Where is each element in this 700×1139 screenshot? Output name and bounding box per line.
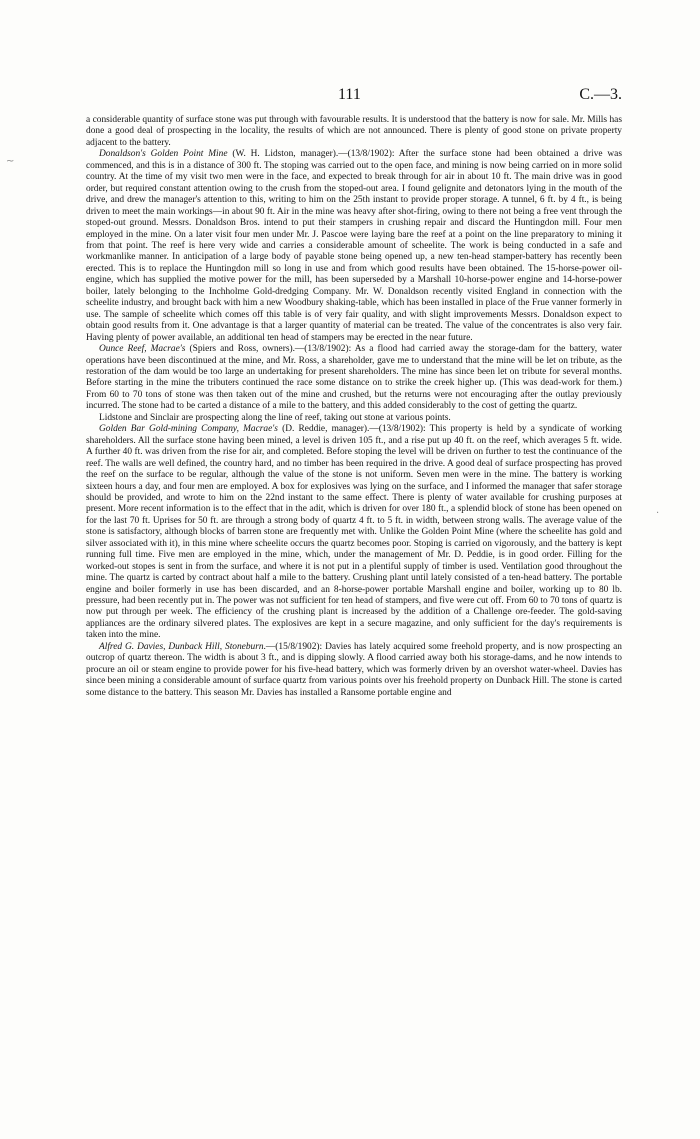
paragraph-heading: Donaldson's Golden Point Mine [99, 149, 228, 160]
paragraph-text: .—(15/8/1902): Davies has lately acquired some freehold property, and is now prospecting an outcrop of quartz thereon. The width is about 3 ft., and is dipping slowly. A flood carried away both his storage-dams, and he now intends to procure an oil or steam engine to provide power for his five-head battery, which was formerly driven by an overshot water-wheel. Davies has since been mining a considerable amount of surface quartz from various points over his freehold property on Dunback Hill. The stone is carted some distance to the battery. This season Mr. Davies has installed a Ransome portable engine and [86, 641, 622, 698]
paragraph [86, 424, 622, 642]
report-body [86, 115, 622, 699]
paragraph [86, 344, 622, 413]
paragraph-text: a considerable quantity of surface stone was put through with favourable results. It is understood that the battery is now for sale. Mr. Mills has done a good deal of prospecting in the locality, the results of which are not announced. There is plenty of good stone on private property adjacent to the battery. [86, 115, 622, 148]
paragraph-text: Lidstone and Sinclair are prospecting along the line of reef, taking out stone at various points. [99, 412, 451, 423]
paragraph-text: (D. Reddie, manager).—(13/8/1902): This property is held by a syndicate of working shareholders. All the surface stone having been mined, a level is driven 105 ft., and a rise put up 40 ft. on the reef, which averages 5 ft. wide. A further 40 ft. was driven from the rise for air, and completed. Before stoping the level will be driven on further to test the continuance of the reef. The walls are well defined, the country hard, and no timber has been required in the drive. A good deal of surface prospecting has proved the reef on the surface to be regular, although the value of the stone is not uniform. Seven men were in the mine. The battery is working sixteen hours a day, and four men are employed. A box for explosives was lying on the surface, and I informed the manager that safer storage should be provided, and wrote to him on the 22nd instant to the same effect. There is plenty of water available for crushing purposes at present. More recent information is to the effect that in the adit, which is driven for over 180 ft., a splendid block of stone has been opened on for the last 70 ft. Uprises for 50 ft. are through a strong body of quartz 4 ft. to 5 ft. in width, between strong walls. The average value of the stone is satisfactory, although blocks of barren stone are frequently met with. Unlike the Golden Point Mine (where the scheelite has gold and silver associated with it), in this mine where scheelite occurs the quartz becomes poor. Stoping is carried on vigorously, and the battery is kept running full time. Five men are employed in the mine, which, under the management of Mr. D. Peddie, is in good order. Filling for the worked-out stopes is sent in from the surface, and where it is not put in a plentiful supply of timber is used. Ventilation good throughout the mine. The quartz is carted by contract about half a mile to the battery. Crushing plant until lately consisted of a ten-head battery. The portable engine and boiler formerly in use has been discarded, and an 8-horse-power portable Marshall engine and boiler, working up to 80 lb. pressure, had been recently put in. The power was not sufficient for ten head of stampers, and five were cut off. From 60 to 70 tons of quartz is now put through per week. The efficiency of the crushing plant is increased by the addition of a Challenge ore-feeder. The gold-saving appliances are the ordinary silvered plates. The explosives are kept in a secure magazine, and only sufficient for the day's requirements is taken into the mine. [86, 424, 622, 641]
margin-mark: · [656, 508, 660, 519]
paragraph [86, 642, 622, 699]
paragraph-heading: Golden Bar Gold-mining Company, Macrae's [99, 424, 278, 435]
document-reference: C.—3. [579, 86, 622, 103]
page-number: 111 [338, 86, 361, 103]
paragraph-text: (W. H. Lidston, manager).—(13/8/1902): After the surface stone had been obtained a drive was commenced, and this is in a distance of 300 ft. The stoping was carried out to the open face, and mining is now being carried on in more solid country. At the time of my visit two men were in the face, and expected to break through for air in about 10 ft. The main drive was in good order, but required constant attention owing to the crush from the stoped-out area. I found gelignite and detonators lying in the mouth of the drive, and drew the manager's attention to this, writing to him on the 25th instant to provide proper storage. A tunnel, 6 ft. by 4 ft., is being driven to meet the main workings—in about 90 ft. Air in the mine was heavy after shot-firing, owing to there not being a free vent through the stoped-out ground. Messrs. Donaldson Bros. intend to put their stampers in crushing repair and discard the Huntingdon mill. Four men employed in the mine. On a later visit four men under Mr. J. Pascoe were laying bare the reef at a point on the line preparatory to mining it from that point. The reef is here very wide and carries a considerable amount of scheelite. The work is being conducted in a safe and workmanlike manner. In anticipation of a large body of payable stone being opened up, a new ten-head stamper-battery has recently been erected. This is to replace the Huntingdon mill so long in use and from which good results have been obtained. The 15-horse-power oil-engine, which has supplied the motive power for the mill, has been superseded by a Marshall 10-horse-power engine and 14-horse-power boiler, lately belonging to the Inchholme Gold-dredging Company. Mr. W. Donaldson recently visited England in connection with the scheelite industry, and brought back with him a new Woodbury shaking-table, which has been installed in place of the Frue vanner formerly in use. The sample of scheelite which comes off this table is of very fair quality, and with slight improvements Messrs. Donaldson expect to obtain good results from it. One advantage is that a larger quantity of material can be treated. The value of the concentrates is also very fair. Having plenty of power available, an additional ten head of stampers may be erected in the near future. [86, 149, 622, 343]
paragraph [86, 115, 622, 149]
paragraph [86, 149, 622, 344]
paragraph [86, 413, 622, 424]
paragraph-heading: Ounce Reef, Macrae's [99, 344, 186, 355]
page-header [86, 86, 622, 106]
margin-mark: ~ [6, 156, 15, 167]
paragraph-heading: Alfred G. Davies, Dunback Hill, Stoneburn [99, 641, 264, 652]
paragraph-text: (Spiers and Ross, owners).—(13/8/1902): As a flood had carried away the storage-dam for the battery, water operations have been discontinued at the mine, and Mr. Ross, a shareholder, gave me to understand that the mine will be let on tribute, as the restoration of the dam would be too large an undertaking for present shareholders. The mine has since been let on tribute for several months. Before starting in the mine the tributers continued the race some distance on to strike the creek higher up. (This was dead-work for them.) From 60 to 70 tons of stone was then taken out of the mine and crushed, but the returns were not encouraging after the outlay previously incurred. The stone had to be carted a distance of a mile to the battery, and this added considerably to the cost of getting the quartz. [86, 344, 622, 412]
